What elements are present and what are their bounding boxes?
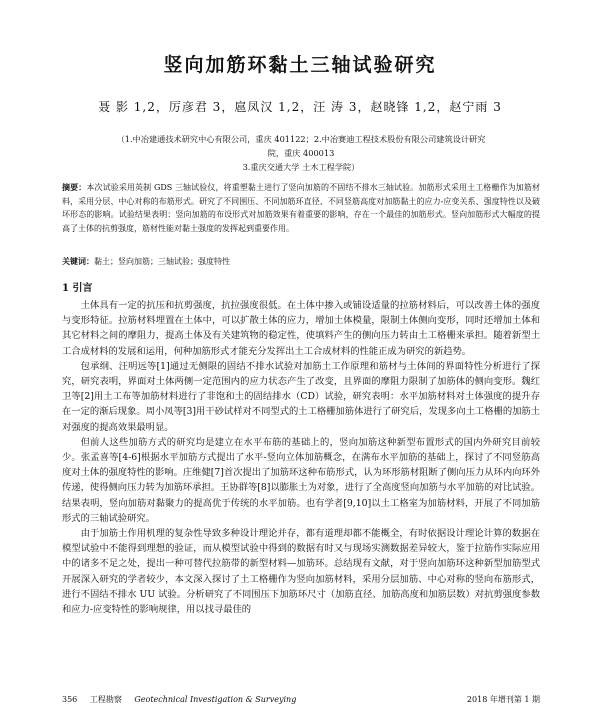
issue-info: 2018 年增刊第 1 期 xyxy=(466,695,540,704)
author-list: 聂 影 1,2，厉彦君 3，扈凤汉 1,2，汪 涛 3，赵晓锋 1,2，赵宁雨 3 xyxy=(98,100,502,114)
affiliations xyxy=(68,132,534,174)
journal-name-en: Geotechnical Investigation & Surveying xyxy=(134,695,297,704)
keywords xyxy=(62,255,540,268)
paper-title: 竖向加筋环黏土三轴试验研究 xyxy=(163,54,437,76)
paragraph: 土体具有一定的抗压和抗剪强度，抗拉强度很低。在土体中掺入或铺设适量的拉筋材料后，可以改善土体的强度与变形特征。拉筋材料埋置在土体中，可以扩散土体的应力，增加土体模量，限制土体侧向变形，同时还增加土体和其它材料之间的摩阻力，提高土体及有关建筑物的稳定性，使填料产生的侧向压力转由土工格栅来承担。随着新型土工合成材料的发展和运用，何种加筋形式才能充分发挥出土工合成材料的性能正成为研究的新趋势。 xyxy=(62,300,540,357)
keywords-text: 黏土；竖向加筋；三轴试验；强度特性 xyxy=(94,257,230,266)
footer-left xyxy=(62,694,306,705)
affiliation-line: （1.中冶建通技术研究中心有限公司，重庆 401122；2.中冶赛迪工程技术股份有限公司建筑设计研究 xyxy=(116,134,486,144)
paragraph: 包承纲、汪明远等[1]通过无侧限的固结不排水试验对加筋土工作原理和筋材与土体间的界面特性分析进行了探究，研究表明，界面对土体两侧一定范围内的应力状态产生了改变，且界面的摩阻力限制了加筋体的侧向变形。魏红卫等[2]用土工布等加筋材料进行了非饱和土的固结排水（CD）试验，研究表明：水平加筋材料对土体强度的提升存在一定的渐后现象。周小凤等[3]用干砂试样对不同型式的土工格栅加筋体进行了研究后，发现多向土工格栅的加筋土对强度的提高效果最明显。 xyxy=(62,360,541,433)
keywords-label: 关键词： xyxy=(62,256,94,266)
abstract-text: 本次试验采用英制 GDS 三轴试验仪，将重塑黏土进行了竖向加筋的不固结不排水三轴试验。加筋形式采用土工格栅作为加筋材料，采用分层、中心对称的布筋形式。研究了不同围压、不同加筋环直径、不同竖筋高度对加筋黏土的应力-应变关系、强度特性以及破坏形态的影响。试验结果表明：竖向加筋的布设形式对加筋效果有着重要的影响，存在一个最佳的加筋形式。竖向加筋形式大幅度的提高了土体的抗剪强度，筋材性能对黏土强度的发挥起到重要作用。 xyxy=(62,183,541,233)
section-heading: 1 引言 xyxy=(62,283,93,294)
journal-name-cn: 工程勘察 xyxy=(89,695,122,704)
paragraph: 但前人这些加筋方式的研究均是建立在水平布筋的基础上的，竖向加筋这种新型布置形式的国内外研究目前较少。张孟喜等[4-6]根据水平加筋方式提出了水平-竖向立体加筋概念，在满布水平加筋的基础上，探讨了不同竖筋高度对土体的强度特性的影响。庄维健[7]首次提出了加筋环这种布筋形式，认为环形筋材阻断了侧向压力从环内向环外传递，使得侧向压力转为加筋环承担。王协群等[8]以膨胀土为对象，进行了全高度竖向加筋与水平加筋的对比试验。结果表明，竖向加筋对黏聚力的提高优于传统的水平加筋。也有学者[9,10]以土工格室为加筋材料，开展了不同加筋形式的三轴试验研究。 xyxy=(62,436,541,524)
body-text xyxy=(62,298,540,617)
page-number: 356 xyxy=(62,695,78,704)
affiliation-line: 3.重庆交通大学 土木工程学院） xyxy=(242,162,360,172)
paragraph: 由于加筋土作用机理的复杂性导致多种设计理论并存，都有道理却都不能概全，有时依据设计理论计算的数据在模型试验中不能得到理想的验证，而从模型试验中得到的数据有时又与现场实测数据差异较大，鉴于拉筋作实际应用中的诸多不足之处，提出一种可替代拉筋带的新型材料—加筋环。总结现有文献，对于竖向加筋环这种新型加筋型式开展深入研究的学者较少，本文深入探讨了土工格栅作为竖向加筋材料，采用分层加筋、中心对称的竖向布筋形式，进行不固结不排水 UU 试验。分析研究了不同围压下加筋环尺寸（加筋直径、加筋高度和加筋层数）对抗剪强度参数和应力-应变特性的影响规律，用以找寻最佳的 xyxy=(62,528,540,616)
affiliation-line: 院，重庆 400013 xyxy=(267,148,335,158)
abstract-label: 摘要： xyxy=(62,182,87,192)
abstract xyxy=(62,181,540,235)
page-footer xyxy=(62,694,540,705)
